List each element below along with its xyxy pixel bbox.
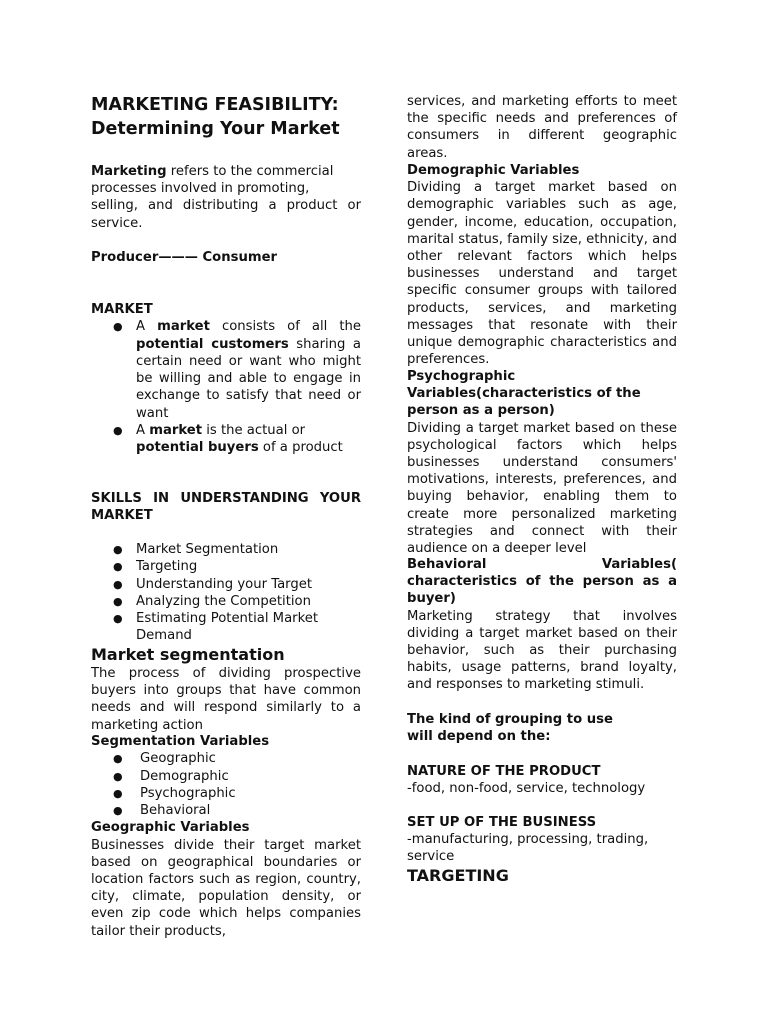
nature-text: -food, non-food, service, technology	[407, 781, 646, 797]
list-item: ● A market is the actual or potential buyers of a product	[113, 422, 343, 456]
geo-text: Businesses divide their target market based on geographical boundaries or location factors such as region, country, city, climate, population density, or even zip code which helps companies tailor their products,	[91, 837, 361, 939]
psycho-heading-line-2: Variables(characteristics of the person as a person)	[407, 386, 641, 419]
bullet-icon: ●	[113, 560, 123, 574]
segmentation-definition: The process of dividing prospective buyers into groups that have common needs and will respond similarly to a marketing action	[91, 666, 361, 733]
bullet-icon: ●	[113, 769, 123, 783]
seg-vars-list	[91, 750, 361, 819]
title-line-2: Determining Your Market	[91, 119, 340, 139]
nature-heading: NATURE OF THE PRODUCT	[407, 764, 601, 779]
list-item: ● Market Segmentation	[113, 542, 279, 557]
psycho-text: Dividing a target market based on these psychological factors which helps businesses understand consumers' motivations, interests, preferences, and buying behavior, enabling them to create more personalized marketing strategies and connect with their audience on a deeper level	[407, 420, 677, 557]
bullet-icon: ●	[113, 577, 123, 591]
market-heading: MARKET	[91, 302, 153, 317]
bullet-icon: ●	[113, 594, 123, 608]
setup-section	[407, 814, 677, 866]
list-item: ● Understanding your Target	[113, 576, 312, 592]
market-bullet-list	[91, 318, 361, 456]
bullet-icon: ●	[113, 804, 123, 818]
segmentation-heading: Market segmentation	[91, 645, 285, 664]
list-item: ● Geographic	[113, 751, 216, 767]
bullet-icon: ●	[113, 612, 123, 626]
marketing-definition	[91, 163, 361, 232]
targeting-heading: TARGETING	[407, 866, 509, 885]
segmentation-variables-section	[91, 733, 361, 940]
producer-consumer: Producer——— Consumer	[91, 250, 278, 265]
title-line-1: MARKETING FEASIBILITY:	[91, 95, 339, 115]
seg-vars-heading: Segmentation Variables	[91, 734, 270, 749]
targeting-section	[407, 866, 677, 886]
list-item: ● Demographic	[113, 768, 229, 784]
marketing-def-part-1: refers to the commercial processes involved in promoting,	[91, 164, 334, 197]
psycho-heading-line-1: Psychographic	[407, 369, 516, 384]
list-item: ● Psychographic	[113, 785, 236, 801]
geo-continued: services, and marketing efforts to meet the specific needs and preferences of consumers in different geographic areas.	[407, 94, 677, 161]
setup-heading: SET UP OF THE BUSINESS	[407, 815, 597, 830]
bullet-icon: ●	[113, 752, 123, 766]
geo-heading: Geographic Variables	[91, 820, 250, 836]
list-item: ● Behavioral	[113, 803, 211, 819]
market-section	[91, 301, 361, 457]
demographic-section	[407, 162, 677, 368]
bullet-icon: ●	[113, 786, 123, 800]
nature-section	[407, 763, 677, 797]
setup-text: -manufacturing, processing, trading, service	[407, 832, 649, 865]
behav-text: Marketing strategy that involves dividing a target market based on their behavior, such as their purchasing habits, usage patterns, brand loyalty, and responses to marketing stimuli.	[407, 608, 677, 693]
behav-heading: Behavioral Variables( characteristics of the person as a buyer)	[407, 557, 677, 607]
marketing-def-part-2: selling, and distributing a product or service.	[91, 198, 361, 231]
bullet-icon: ●	[113, 423, 123, 437]
demo-heading: Demographic Variables	[407, 163, 580, 178]
marketing-term: Marketing	[91, 164, 167, 179]
demo-text: Dividing a target market based on demographic variables such as age, gender, income, education, occupation, marital status, family size, ethnicity, and other relevant factors which helps businesses understand and target specific consumer groups with tailored products, services, and marketing messages that resonate with their unique demographic characteristics and preferences.	[407, 180, 677, 368]
list-item: ● Estimating Potential Market Demand	[113, 611, 319, 644]
grouping-heading: The kind of grouping to use will depend on the:	[407, 712, 613, 745]
bullet-icon: ●	[113, 543, 123, 556]
list-item: ● A market consists of all the potential customers sharing a certain need or want who might be willing and able to engage in exchange to satisfy that need or want	[113, 319, 362, 421]
list-item: ● Analyzing the Competition	[113, 593, 311, 609]
behavioral-section	[407, 556, 677, 694]
skills-heading-line-1: SKILLS IN UNDERSTANDING YOUR	[91, 491, 361, 506]
list-item: ● Targeting	[113, 559, 198, 575]
segmentation-section	[91, 645, 361, 734]
document-title	[91, 93, 361, 141]
skills-list-block	[91, 541, 361, 645]
skills-list	[91, 541, 361, 645]
skills-heading-line-2: MARKET	[91, 508, 153, 524]
bullet-icon: ●	[113, 320, 123, 334]
psychographic-section	[407, 368, 677, 557]
skills-section	[91, 490, 361, 524]
grouping-section	[407, 711, 677, 745]
